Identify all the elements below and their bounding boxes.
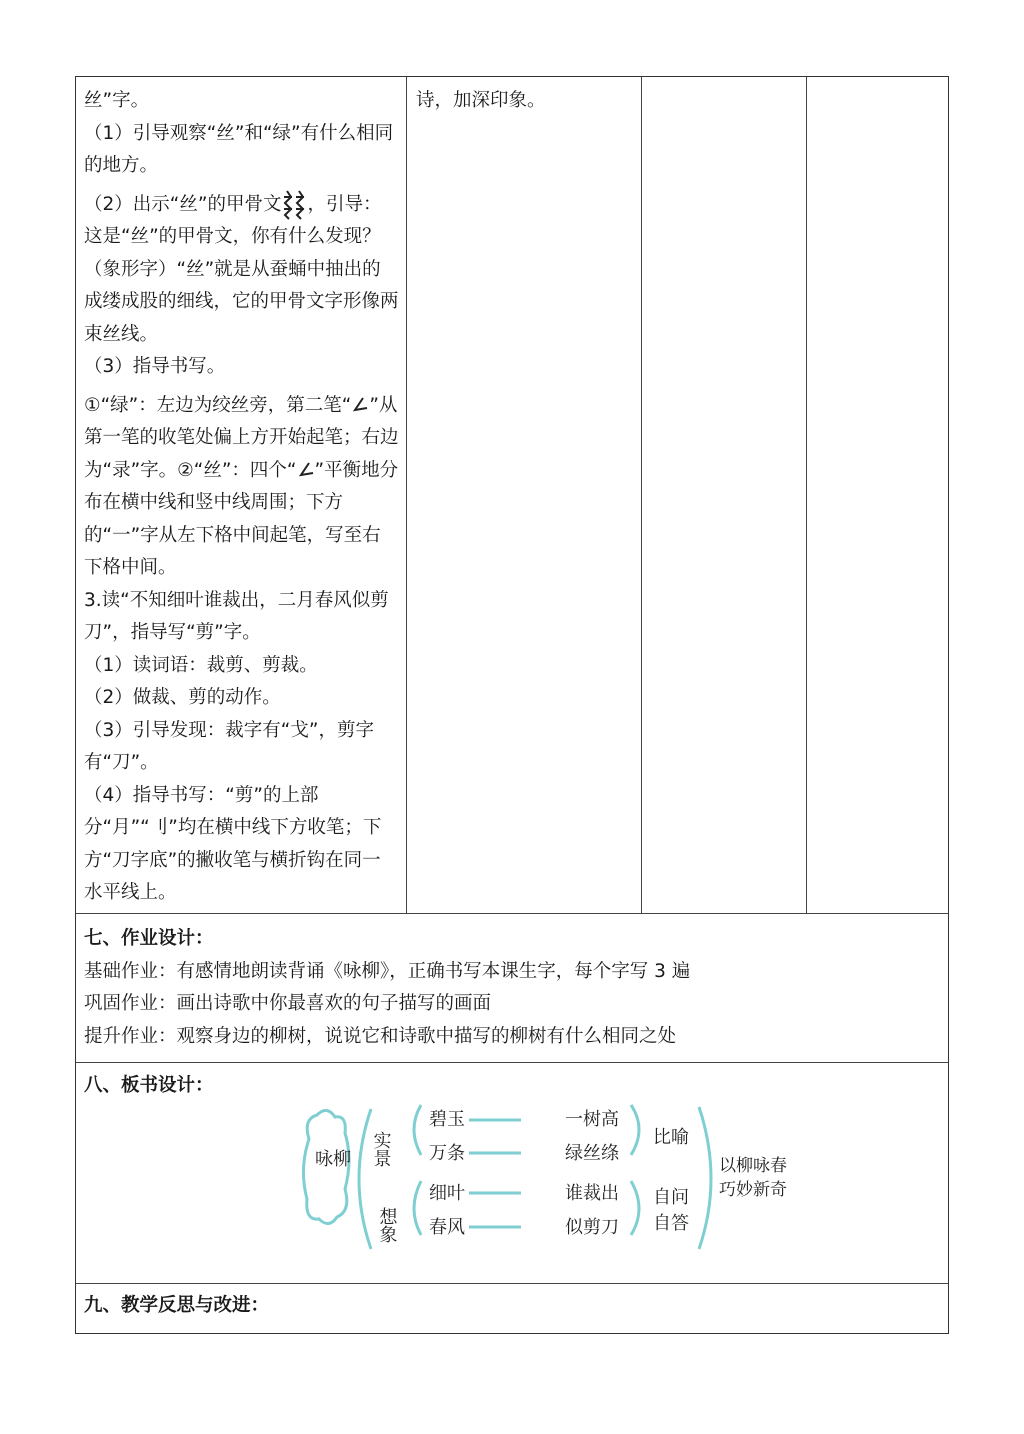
label-real: 实景 [370,1131,392,1167]
row-divider [76,913,948,914]
text-span: ，引导：这是“丝”的甲骨文，你有什么发现？（象形字）“丝”就是从蚕蛹中抽出的成缕成股的细线，它的甲骨文字形像两束丝线。 [84,193,399,345]
text-span: ”从第一笔的收笔处偏上方开始起笔；右边为“录”字。②“丝”：四个“ [84,394,399,481]
board-r2b: 绿丝绦 [565,1143,619,1164]
column-divider [641,77,642,913]
board-r4a: 春风 [429,1217,465,1238]
bracket-shape [414,1105,421,1155]
text-line: （3）引导发现：裁字有“戈”，剪字有“刀”。 [84,719,374,773]
text-line: （4）指导书写：“剪”的上部分“月”“刂”均在横中线下方收笔；下方“刀字底”的撇收笔与横折钩在同一水平线上。 [84,784,382,903]
board-center-1: 咏柳 [315,1149,351,1170]
board-end1: 以柳咏春 [719,1156,787,1176]
board-r2a: 万条 [429,1143,465,1164]
board-r3a: 细叶 [429,1183,465,1204]
label-imagine: 想象 [376,1207,398,1243]
section-title: 七、作业设计： [84,928,214,949]
text-line: （3）指导书写。 [84,356,226,377]
student-activity-cell [416,85,636,118]
board-r3b: 谁裁出 [565,1183,619,1204]
bracket-shape [631,1105,639,1155]
homework-basic: 基础作业：有感情地朗读背诵《咏柳》，正确书写本课生字，每个字写 3 遍 [84,960,691,982]
homework-consolidate: 巩固作业：画出诗歌中你最喜欢的句子描写的画面 [84,993,492,1014]
section-title: 八、板书设计： [84,1075,214,1096]
column-divider [806,77,807,913]
bracket-shape [359,1109,371,1249]
homework-improve: 提升作业：观察身边的柳树，说说它和诗歌中描写的柳树有什么相同之处 [84,1025,677,1047]
bracket-shape [631,1181,639,1235]
board-end2: 巧妙新奇 [719,1180,787,1200]
connector-lines [469,1120,521,1227]
row-divider [76,1283,948,1284]
lesson-plan-table [75,76,949,1334]
text-span: ①“绿”：左边为绞丝旁，第二笔“ [84,394,352,416]
homework-section [84,923,690,1053]
oracle-bone-silk-glyph [281,189,307,221]
text-line: （1）读词语：裁剪、剪裁。 [84,654,318,676]
text-span: （2）出示“丝”的甲骨文 [84,193,282,215]
stroke-glyph-icon [297,461,315,481]
bracket-shape [414,1181,421,1235]
board-r1a: 碧玉 [429,1109,465,1130]
row-divider [76,1062,948,1063]
board-qa2: 自答 [653,1213,689,1234]
teaching-process-cell [84,85,399,910]
text-line: 丝”字。 [84,90,150,111]
oracle-bone-paragraph [84,189,399,352]
column-divider [406,77,407,913]
board-metaphor: 比喻 [653,1127,689,1148]
board-r4b: 似剪刀 [565,1217,619,1238]
stroke-glyph-icon [351,396,369,416]
board-r1b: 一树高 [565,1109,619,1130]
text-line: （2）做裁、剪的动作。 [84,687,281,708]
bracket-shape [699,1107,711,1249]
writing-guide-paragraph [84,390,399,585]
board-qa1: 自问 [653,1187,689,1208]
text-line: 诗，加深印象。 [416,90,546,111]
text-span: ”平衡地分布在横中线和竖中线周围；下方的“一”字从左下格中间起笔，写至右下格中间。 [84,459,399,578]
section-title: 九、教学反思与改进： [84,1295,270,1316]
blackboard-design-diagram [291,1099,787,1259]
text-line: 3.读“不知细叶谁裁出，二月春风似剪刀”，指导写“剪”字。 [84,589,389,643]
text-line: （1）引导观察“丝”和“绿”有什么相同的地方。 [84,122,394,176]
